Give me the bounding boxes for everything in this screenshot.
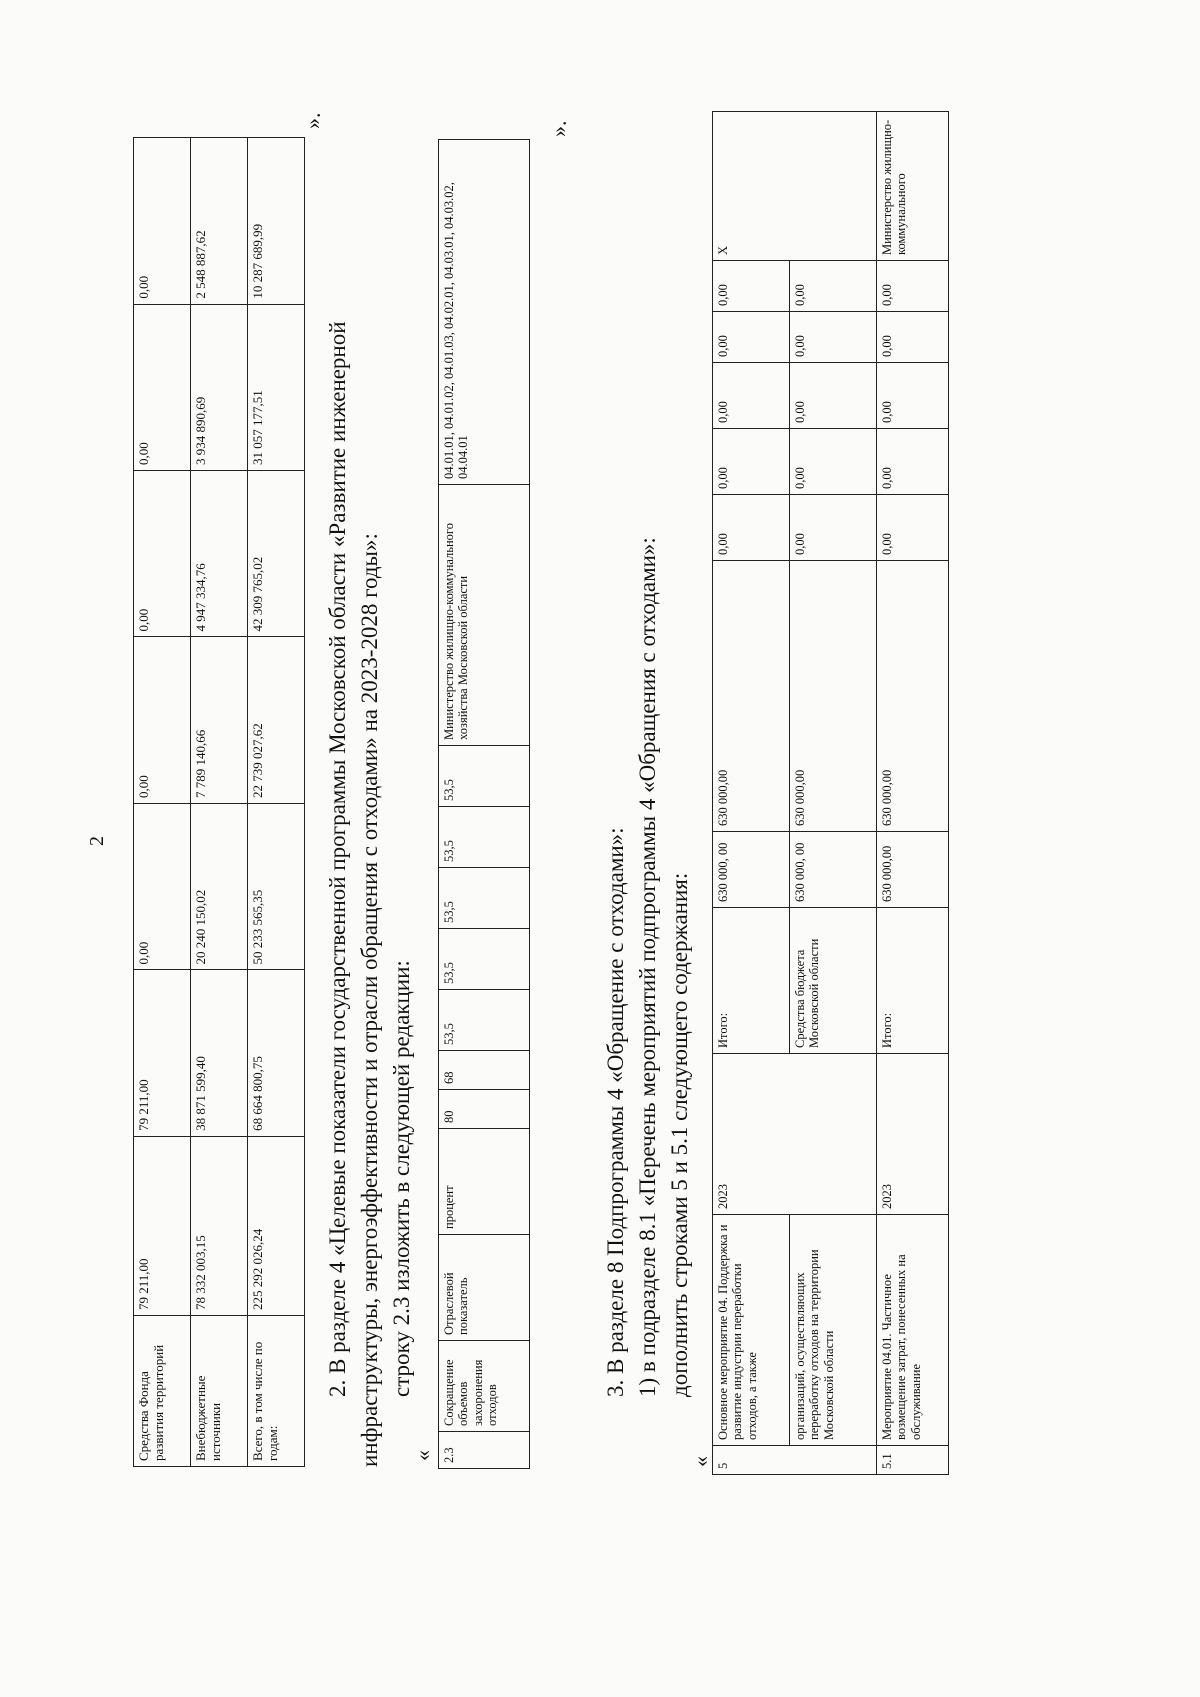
total-cell: 630 000,00 (877, 832, 949, 908)
table-cell: 79 211,00 (134, 1136, 191, 1315)
table-cell: 0,00 (134, 803, 191, 969)
table-cell: 0,00 (790, 495, 877, 561)
row-number: 5 (713, 1446, 877, 1475)
closing-quote: ». (300, 112, 325, 129)
source-cell: Итого: (877, 908, 949, 1054)
table-cell: 0,00 (713, 261, 790, 312)
row-label: Средства Фонда развития территорий (134, 1316, 191, 1467)
table-cell: 0,00 (877, 363, 949, 429)
section2-line2: инфраструктуры, энергоэффективности и отрасли обращения с отходами» на 2023-2028 годы»: (357, 533, 382, 1467)
table-cell: 53,5 (439, 929, 530, 990)
table-cell: 0,00 (713, 312, 790, 363)
table-cell: 4 947 334,76 (191, 471, 248, 637)
table-cell: 225 292 026,24 (248, 1136, 305, 1315)
table-cell: 04.01.01, 04.01.02, 04.01.03, 04.02.01, 04.03.01, 04.03.02, 04.04.01 (439, 140, 530, 485)
table-cell: 7 789 140,66 (191, 637, 248, 803)
responsible-cell: Министерство жилищно-коммунального (877, 112, 949, 261)
section3-line3: дополнить строками 5 и 5.1 следующего содержания: (667, 872, 692, 1397)
opening-quote: « (410, 1450, 435, 1461)
table-row (713, 112, 790, 1475)
table-cell: 31 057 177,51 (248, 304, 305, 470)
table-cell: 10 287 689,99 (248, 138, 305, 305)
table-cell: 80 (439, 1090, 530, 1129)
funding-table (133, 137, 305, 1467)
responsible-cell: Х (713, 112, 877, 261)
table-cell: 0,00 (877, 495, 949, 561)
year-2023-cell: 630 000,00 (790, 561, 877, 832)
row-label: Внебюджетные источники (191, 1316, 248, 1467)
table-cell: 2.3 (439, 1432, 530, 1469)
table-row (790, 112, 877, 1475)
table-cell: 68 (439, 1051, 530, 1090)
section3-line2: 1) в подразделе 8.1 «Перечень мероприятий подпрограммы 4 «Обращения с отходами»: (635, 537, 660, 1397)
table-row (191, 138, 248, 1467)
table-cell: 0,00 (713, 495, 790, 561)
source-cell: Средства бюджета Московской области (790, 908, 877, 1054)
table-cell: 0,00 (134, 138, 191, 305)
section3-line1: 3. В разделе 8 Подпрограммы 4 «Обращение с отходами»: (603, 827, 628, 1397)
table-cell: 38 871 599,40 (191, 970, 248, 1136)
table-cell: 42 309 765,02 (248, 471, 305, 637)
table-cell: 53,5 (439, 868, 530, 929)
table-cell: 53,5 (439, 990, 530, 1051)
table-cell: 0,00 (134, 637, 191, 803)
row-number: 5.1 (877, 1446, 949, 1475)
table-cell: 20 240 150,02 (191, 803, 248, 969)
table-cell: 0,00 (134, 471, 191, 637)
table-row (877, 112, 949, 1475)
table-cell: 0,00 (790, 261, 877, 312)
table-cell: Сокращение объемов захоронения отходов (439, 1341, 530, 1432)
indicator-table (438, 139, 530, 1469)
table-cell: 0,00 (790, 429, 877, 495)
table-row (248, 138, 305, 1467)
table-cell: процент (439, 1129, 530, 1235)
year-cell: 2023 (877, 1054, 949, 1215)
section2-line3: строку 2.3 изложить в следующей редакции: (389, 960, 414, 1397)
year-cell: 2023 (713, 1054, 877, 1215)
table-cell: 53,5 (439, 807, 530, 868)
table-cell: 0,00 (877, 261, 949, 312)
total-cell: 630 000, 00 (713, 832, 790, 908)
year-2023-cell: 630 000,00 (713, 561, 790, 832)
table-cell: 0,00 (877, 429, 949, 495)
closing-quote: ». (546, 120, 571, 137)
opening-quote: « (688, 1456, 713, 1467)
measures-table (712, 111, 949, 1475)
table-cell: 0,00 (790, 363, 877, 429)
table-cell: 50 233 565,35 (248, 803, 305, 969)
table-cell: 68 664 800,75 (248, 970, 305, 1136)
table-cell: 78 332 003,15 (191, 1136, 248, 1315)
row-label: Всего, в том числе по годам: (248, 1316, 305, 1467)
source-cell: Итого: (713, 908, 790, 1054)
section2-line1: 2. В разделе 4 «Целевые показатели государственной программы Московской области «Развитие инженерной (325, 321, 350, 1397)
table-cell: 79 211,00 (134, 970, 191, 1136)
table-cell: 0,00 (790, 312, 877, 363)
table-row (134, 138, 191, 1467)
page-number: 2 (86, 836, 108, 846)
table-cell: 0,00 (713, 429, 790, 495)
measure-name: организаций, осуществляющих переработку отходов на территории Московской области (790, 1215, 877, 1446)
table-row (439, 140, 530, 1469)
table-cell: 0,00 (713, 363, 790, 429)
table-cell: Отраслевой показатель (439, 1235, 530, 1341)
table-cell: 53,5 (439, 746, 530, 807)
table-cell: 0,00 (134, 304, 191, 470)
table-cell: 22 739 027,62 (248, 637, 305, 803)
table-cell: Министерство жилищно-коммунального хозяйства Московской области (439, 485, 530, 746)
measure-name: Мероприятие 04.01. Частичное возмещение затрат, понесенных на обслуживание (877, 1215, 949, 1446)
total-cell: 630 000, 00 (790, 832, 877, 908)
table-cell: 2 548 887,62 (191, 138, 248, 305)
measure-name: Основное мероприятие 04. Поддержка и развитие индустрии переработки отходов, а также (713, 1215, 790, 1446)
year-2023-cell: 630 000,00 (877, 561, 949, 832)
table-cell: 0,00 (877, 312, 949, 363)
table-cell: 3 934 890,69 (191, 304, 248, 470)
